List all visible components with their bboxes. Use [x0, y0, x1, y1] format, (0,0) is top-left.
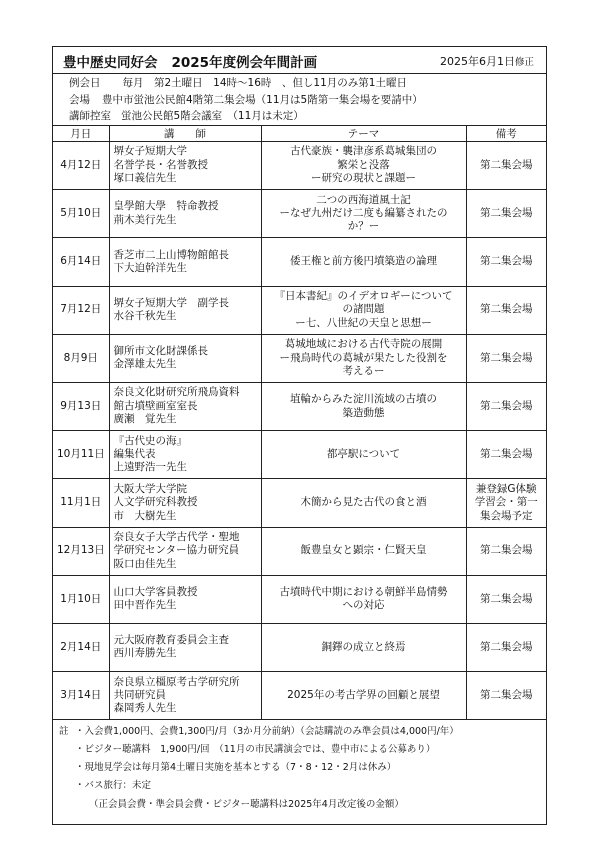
remarks-line: 第二集会場 — [480, 592, 533, 605]
theme-line: ー研究の現状と課題ー — [311, 172, 416, 185]
schedule-document — [52, 46, 547, 825]
lecturer-line: 人文学研究科教授 — [113, 496, 198, 509]
table-row — [53, 382, 546, 430]
remarks-line: 第二集会場 — [480, 688, 533, 701]
lecturer-line: 森岡秀人先生 — [113, 702, 177, 715]
remarks-line: 第二集会場 — [480, 640, 533, 653]
theme-line: 『日本書紀』のイデオロギーについて — [274, 290, 453, 303]
lecturer-line: 下大迫幹洋先生 — [113, 261, 187, 274]
lecturer-line: 山口大学客員教授 — [113, 585, 198, 598]
revision-suffix: 修正 — [514, 57, 534, 68]
table-row — [53, 238, 546, 286]
lecturer-cell — [109, 190, 261, 238]
table-row — [53, 334, 546, 382]
remarks-line: 兼登録G体験 — [475, 482, 537, 495]
title-bar — [53, 47, 546, 74]
lecturer-line: 上遠野浩一先生 — [113, 461, 187, 474]
theme-line: 倭王権と前方後円墳築造の論理 — [290, 255, 437, 268]
lecturer-line: 廣瀬 覚先生 — [113, 413, 177, 426]
lecturer-cell — [109, 382, 261, 430]
date-cell: 11月1日 — [53, 479, 109, 527]
remarks-line: 第二集会場 — [480, 544, 533, 557]
remarks-cell — [466, 672, 546, 720]
page-title — [63, 51, 317, 71]
remarks-line: 学習会・第一 — [474, 496, 538, 509]
meeting-info — [53, 73, 546, 126]
lecturer-line: 市 大樹先生 — [113, 509, 177, 522]
lecturer-cell — [109, 623, 261, 671]
note-item: ・バス旅行：未定 — [75, 780, 152, 791]
table-row — [53, 527, 546, 575]
table-row — [53, 190, 546, 238]
theme-cell — [261, 575, 466, 623]
lecturer-line: 阪口由佳先生 — [113, 557, 177, 570]
theme-cell — [261, 431, 466, 479]
date-cell: 2月14日 — [53, 623, 109, 671]
theme-cell — [261, 238, 466, 286]
remarks-cell — [466, 479, 546, 527]
header-lecturer: 講 師 — [109, 125, 261, 142]
lecturer-line: 香芝市二上山博物館館長 — [113, 248, 229, 261]
theme-cell — [261, 527, 466, 575]
lecturer-line: 荊木美行先生 — [113, 213, 177, 226]
theme-line: 木簡から見た古代の食と酒 — [300, 496, 427, 509]
lecturer-cell — [109, 238, 261, 286]
lecturer-cell — [109, 479, 261, 527]
theme-line: 飯豊皇女と顕宗・仁賢天皇 — [300, 544, 427, 557]
lecturer-cell — [109, 527, 261, 575]
date-cell: 8月9日 — [53, 334, 109, 382]
revision-date — [440, 53, 534, 69]
date-cell: 6月14日 — [53, 238, 109, 286]
theme-line: への対応 — [342, 599, 385, 612]
remarks-line: 第二集会場 — [480, 399, 533, 412]
remarks-line: 第二集会場 — [480, 158, 533, 171]
theme-line: 考えるー — [342, 365, 385, 378]
header-date: 月日 — [53, 125, 109, 142]
theme-line: 繁栄と没落 — [337, 158, 390, 171]
theme-line: 古墳時代中期における朝鮮半島情勢 — [279, 585, 448, 598]
theme-line: 2025年の考古学界の回顧と展望 — [287, 688, 440, 701]
plan-title: 2025年度例会年間計画 — [171, 55, 318, 71]
date-cell: 5月10日 — [53, 190, 109, 238]
note-item: ・ビジター聴講料 1,900円/回 （11月の市民講演会では、豊中市による公募あり） — [75, 744, 436, 755]
meeting-day-value: 毎月 第2土曜日 14時～16時 、但し11月のみ第1土曜日 — [122, 77, 407, 89]
meeting-day-line — [69, 75, 407, 90]
table-row — [53, 623, 546, 671]
lecturer-line: 堺女子短期大学 副学長 — [113, 296, 229, 309]
table-row — [53, 575, 546, 623]
remarks-line: 第二集会場 — [480, 303, 533, 316]
notes-section — [53, 719, 546, 824]
theme-cell — [261, 382, 466, 430]
theme-line: ー飛鳥時代の葛城が果たした役割を — [279, 351, 448, 364]
theme-line: 葛城地域における古代寺院の展開 — [284, 338, 443, 351]
notes-label: 註 — [59, 726, 69, 737]
lecturer-line: 西川寿勝先生 — [113, 647, 177, 660]
lecturer-line: 名誉学長・名誉教授 — [113, 158, 208, 171]
theme-line: ー七、八世紀の天皇と思想ー — [295, 316, 432, 329]
lecturer-line: 水谷千秋先生 — [113, 310, 177, 323]
date-cell: 7月12日 — [53, 286, 109, 334]
note-item: ・現地見学会は毎月第4土曜日実施を基本とする（7・8・12・2月は休み） — [75, 762, 397, 773]
remarks-cell — [466, 286, 546, 334]
lecturer-cell — [109, 286, 261, 334]
remarks-line: 第二集会場 — [480, 255, 533, 268]
lecturer-line: 金澤雄太先生 — [113, 358, 177, 371]
lecturer-cell — [109, 575, 261, 623]
header-theme: テーマ — [261, 125, 466, 142]
remarks-cell — [466, 575, 546, 623]
venue-value: 豊中市蛍池公民館4階第二集会場（11月は5階第一集会場を要請中） — [102, 94, 423, 106]
header-remarks: 備考 — [466, 125, 546, 142]
remarks-line: 集会場予定 — [480, 509, 533, 522]
lecturer-line: 御所市文化財課係長 — [113, 344, 208, 357]
date-cell: 9月13日 — [53, 382, 109, 430]
club-name: 豊中歴史同好会 — [63, 55, 158, 71]
theme-cell — [261, 623, 466, 671]
remarks-cell — [466, 431, 546, 479]
note-item: （正会員会費・準会員会費・ビジター聴講料は2025年4月改定後の金額） — [89, 799, 404, 810]
lecturer-line: 塚口義信先生 — [113, 172, 177, 185]
lecturer-line: 奈良女子大学古代学・聖地 — [113, 530, 240, 543]
remarks-cell — [466, 190, 546, 238]
remarks-cell — [466, 382, 546, 430]
remarks-line: 第二集会場 — [480, 448, 533, 461]
remarks-cell — [466, 334, 546, 382]
remarks-cell — [466, 623, 546, 671]
lecturer-line: 編集代表 — [113, 448, 156, 461]
lecturer-line: 学研究センター協力研究員 — [113, 544, 240, 557]
lecturer-line: 堺女子短期大学 — [113, 145, 187, 158]
theme-line: 築造動態 — [342, 406, 385, 419]
theme-cell — [261, 334, 466, 382]
table-row — [53, 672, 546, 720]
remarks-cell — [466, 527, 546, 575]
theme-cell — [261, 672, 466, 720]
lecturer-cell — [109, 431, 261, 479]
lecturer-line: 館古墳壁画室室長 — [113, 399, 198, 412]
venue-line — [69, 92, 423, 107]
theme-cell — [261, 286, 466, 334]
theme-line: の諸問題 — [342, 303, 385, 316]
meeting-day-label: 例会日 — [69, 77, 101, 89]
lecturer-line: 『古代史の海』 — [113, 434, 187, 447]
lecturer-line: 田中晋作先生 — [113, 599, 177, 612]
date-cell: 1月10日 — [53, 575, 109, 623]
lecturer-line: 奈良県立橿原考古学研究所 — [113, 675, 240, 688]
schedule-table — [53, 125, 546, 720]
lecturer-line: 皇學館大學 特命教授 — [113, 200, 219, 213]
theme-cell — [261, 142, 466, 190]
theme-cell — [261, 190, 466, 238]
table-header-row — [53, 125, 546, 142]
date-cell: 3月14日 — [53, 672, 109, 720]
lecturer-cell — [109, 142, 261, 190]
table-row — [53, 286, 546, 334]
remarks-line: 第二集会場 — [480, 351, 533, 364]
table-row — [53, 431, 546, 479]
theme-line: 埴輪からみた淀川流域の古墳の — [290, 393, 437, 406]
theme-line: 二つの西海道風土記 — [316, 193, 411, 206]
theme-line: ーなぜ九州だけ二度も編纂されたの — [279, 207, 448, 220]
lecturer-line: 共同研究員 — [113, 688, 166, 701]
waiting-room-value: 蛍池公民館5階会議室 （11月は未定） — [121, 110, 304, 122]
remarks-cell — [466, 142, 546, 190]
lecturer-line: 奈良文化財研究所飛鳥資料 — [113, 386, 240, 399]
remarks-line: 第二集会場 — [480, 207, 533, 220]
lecturer-line: 大阪大学大学院 — [113, 482, 187, 495]
theme-line: 銅鐸の成立と終焉 — [321, 640, 406, 653]
waiting-room-label: 講師控室 — [69, 110, 111, 122]
date-cell: 12月13日 — [53, 527, 109, 575]
table-row — [53, 142, 546, 190]
date-cell: 10月11日 — [53, 431, 109, 479]
lecturer-line: 元大阪府教育委員会主査 — [113, 634, 229, 647]
theme-line: か？ー — [347, 220, 380, 233]
waiting-room-line — [69, 108, 304, 123]
date-cell: 4月12日 — [53, 142, 109, 190]
theme-cell — [261, 479, 466, 527]
lecturer-cell — [109, 672, 261, 720]
revision-date-value: 2025年6月1日 — [439, 55, 515, 68]
table-row — [53, 479, 546, 527]
lecturer-cell — [109, 334, 261, 382]
note-item: ・入会費1,000円、会費1,300円/月（3か月分前納）（会誌購読のみ準会員は4,000円/年） — [75, 726, 459, 737]
theme-line: 都亭駅について — [326, 448, 401, 461]
remarks-cell — [466, 238, 546, 286]
venue-label: 会場 — [69, 94, 90, 106]
theme-line: 古代豪族・襲津彦系葛城集団の — [290, 145, 437, 158]
